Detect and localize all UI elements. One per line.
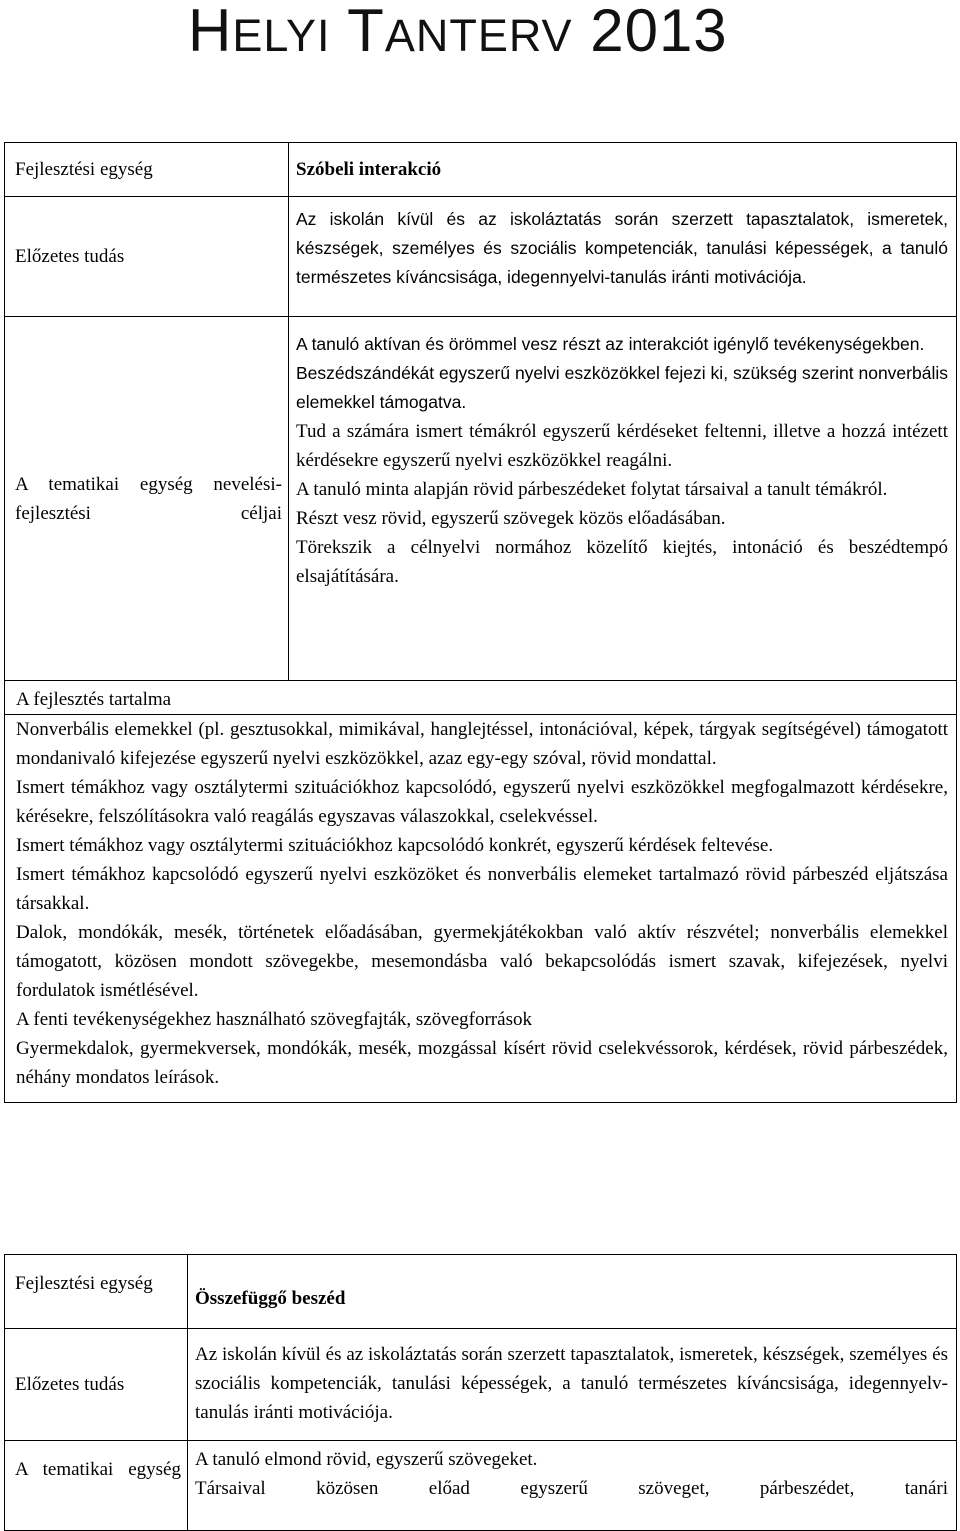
table-row bbox=[5, 317, 957, 681]
section-title: Összefüggő beszéd bbox=[188, 1255, 957, 1329]
list-item: Tud a számára ismert témákról egyszerű kérdéseket feltenni, illetve a hozzá intézett kérdésekre egyszerű nyelvi eszközökkel reagálni. bbox=[296, 421, 948, 471]
row-value: Az iskolán kívül és az iskoláztatás során szerzett tapasztalatok, ismeretek, készségek, személyes és szociális kompetenciák, tanulási képességek, a tanuló természetes kíváncsisága, idegennyelv-tanulás iránti motivációja. bbox=[188, 1329, 957, 1441]
row-label: A fejlesztés tartalma bbox=[5, 681, 957, 715]
list-item: A tanuló elmond rövid, egyszerű szövegeket. bbox=[195, 1449, 538, 1470]
list-item: Nonverbális elemekkel (pl. gesztusokkal, mimikával, hanglejtéssel, intonációval, képek, tárgyak segítségével) támogatott mondanivaló kifejezése egyszerű nyelvi eszközökkel, azaz egy-egy szóval, rövid mondattal. bbox=[16, 719, 948, 769]
row-label: Előzetes tudás bbox=[5, 197, 289, 317]
list-item: Ismert témákhoz vagy osztálytermi szituációkhoz kapcsolódó, egyszerű nyelvi eszközökkel megfogalmazott kérdésekre, kérésekre, felszólításokra való reagálás egyszavas válaszokkal, cselekvéssel. bbox=[16, 777, 948, 827]
goals-list bbox=[188, 1441, 957, 1531]
list-item: Dalok, mondókák, mesék, történetek előadásában, gyermekjátékokban való aktív részvétel; nonverbális elemekkel támogatott, közösen mondott szövegekbe, mesemondásba való bekapcsolódás ismert szavak, kifejezések, nyelvi fordulatok ismétlésével. bbox=[16, 922, 948, 1001]
list-item: Társaival közösen előad egyszerű szöveget, párbeszédet, tanári bbox=[195, 1478, 948, 1499]
row-label: Fejlesztési egység bbox=[5, 143, 289, 197]
curriculum-table-1 bbox=[4, 142, 957, 1103]
row-label: Fejlesztési egység bbox=[5, 1255, 188, 1329]
list-item: A fenti tevékenységekhez használható szövegfajták, szövegforrások bbox=[16, 1009, 532, 1030]
row-label: A tematikai egység nevelési-fejlesztési céljai bbox=[5, 317, 289, 681]
table-row bbox=[5, 1255, 957, 1329]
list-item: A tanuló minta alapján rövid párbeszédeket folytat társaival a tanult témákról. bbox=[296, 479, 888, 500]
row-label: A tematikai egység bbox=[5, 1441, 188, 1531]
table-row bbox=[5, 715, 957, 1103]
goals-list bbox=[289, 317, 957, 681]
list-item: Ismert témákhoz kapcsolódó egyszerű nyelvi eszközöket és nonverbális elemeket tartalmazó rövid párbeszéd eljátszása társakkal. bbox=[16, 864, 948, 914]
row-label: Előzetes tudás bbox=[5, 1329, 188, 1441]
table-row bbox=[5, 681, 957, 715]
table-row bbox=[5, 197, 957, 317]
list-item: Törekszik a célnyelvi normához közelítő kiejtés, intonáció és beszédtempó elsajátítására. bbox=[296, 537, 948, 587]
table-row bbox=[5, 143, 957, 197]
curriculum-table-2 bbox=[4, 1254, 957, 1531]
section-title: Szóbeli interakció bbox=[289, 143, 957, 197]
list-item: A tanuló aktívan és örömmel vesz részt az interakciót igénylő tevékenységekben. bbox=[296, 334, 925, 354]
list-item: Részt vesz rövid, egyszerű szövegek közös előadásában. bbox=[296, 508, 726, 529]
row-value: Az iskolán kívül és az iskoláztatás során szerzett tapasztalatok, ismeretek, készségek, személyes és szociális kompetenciák, tanulási képességek, a tanuló természetes kíváncsisága, idegennyelvi-tanulás iránti motivációja. bbox=[289, 197, 957, 317]
table-row bbox=[5, 1441, 957, 1531]
content-cell bbox=[5, 715, 957, 1103]
page-title: HELYI TANTERV 2013 bbox=[188, 0, 728, 64]
list-item: Gyermekdalok, gyermekversek, mondókák, mesék, mozgással kísért rövid cselekvéssorok, kérdések, rövid párbeszédek, néhány mondatos leírások. bbox=[16, 1038, 948, 1088]
table-row bbox=[5, 1329, 957, 1441]
list-item: Ismert témákhoz vagy osztálytermi szituációkhoz kapcsolódó konkrét, egyszerű kérdések feltevése. bbox=[16, 835, 774, 856]
list-item: Beszédszándékát egyszerű nyelvi eszközökkel fejezi ki, szükség szerint nonverbális elemekkel támogatva. bbox=[296, 363, 948, 412]
